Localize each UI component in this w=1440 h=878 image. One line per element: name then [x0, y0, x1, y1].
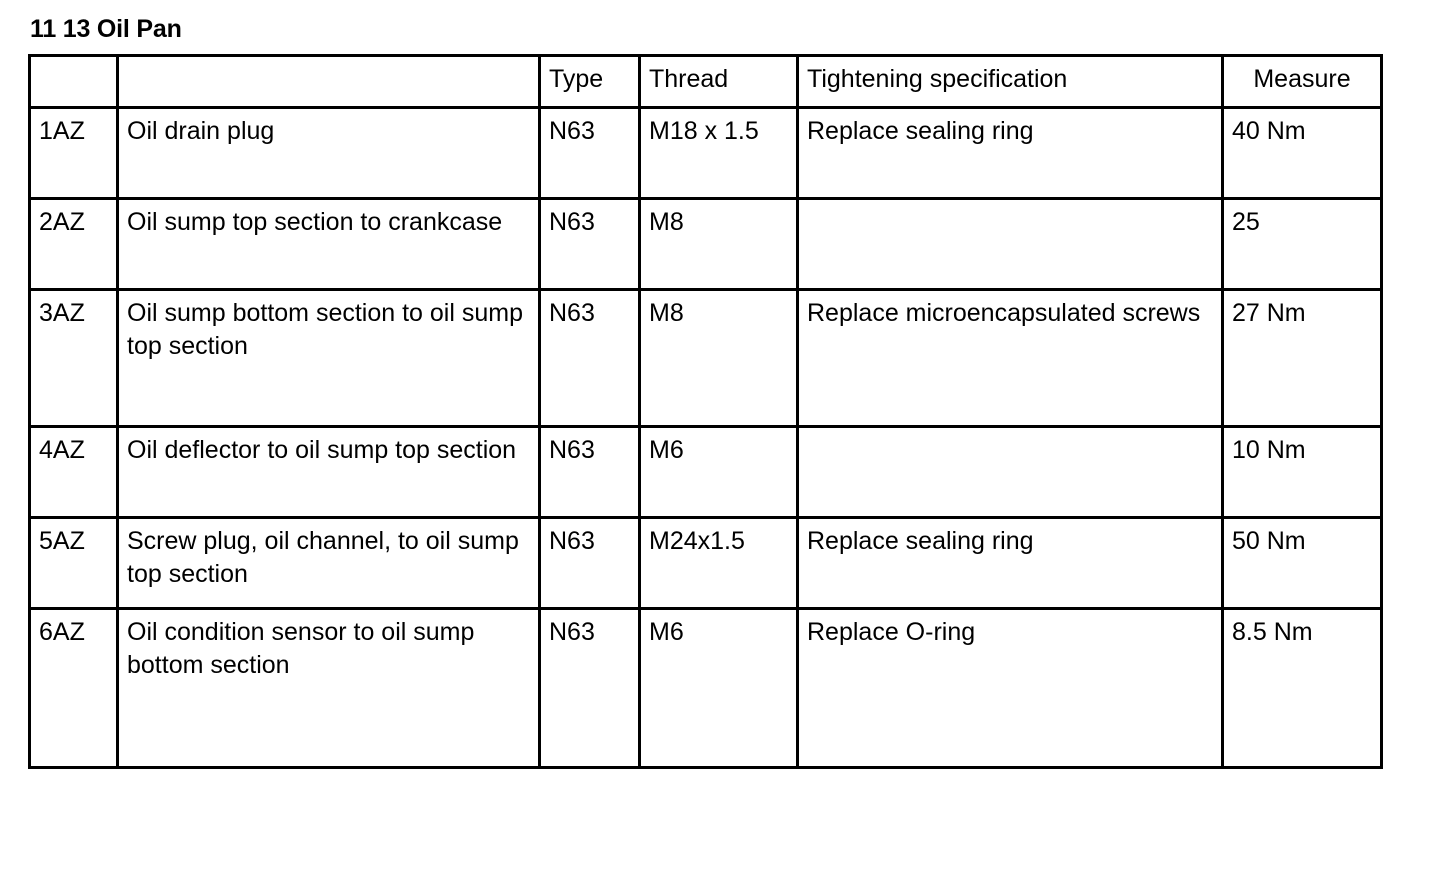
- cell-specification: [798, 199, 1223, 290]
- cell-type: N63: [540, 427, 640, 518]
- table-body: [30, 108, 1382, 768]
- column-header-thread: Thread: [640, 56, 798, 108]
- cell-thread: M18 x 1.5: [640, 108, 798, 199]
- table-row: [30, 290, 1382, 427]
- cell-specification: Replace microencapsulated screws: [798, 290, 1223, 427]
- cell-type: N63: [540, 609, 640, 768]
- column-header-id: [30, 56, 118, 108]
- column-header-specification: Tightening specification: [798, 56, 1223, 108]
- cell-measure: 8.5 Nm: [1223, 609, 1382, 768]
- cell-description: Oil deflector to oil sump top section: [118, 427, 540, 518]
- cell-thread: M8: [640, 290, 798, 427]
- cell-thread: M8: [640, 199, 798, 290]
- cell-description: Oil condition sensor to oil sump bottom section: [118, 609, 540, 768]
- cell-type: N63: [540, 108, 640, 199]
- cell-description: Oil sump top section to crankcase: [118, 199, 540, 290]
- cell-measure: 40 Nm: [1223, 108, 1382, 199]
- tightening-specifications-table: [28, 54, 1383, 769]
- cell-measure: 27 Nm: [1223, 290, 1382, 427]
- table-row: [30, 427, 1382, 518]
- cell-measure: 10 Nm: [1223, 427, 1382, 518]
- cell-description: Oil sump bottom section to oil sump top section: [118, 290, 540, 427]
- table-header-row: [30, 56, 1382, 108]
- cell-measure: 25: [1223, 199, 1382, 290]
- cell-specification: Replace sealing ring: [798, 518, 1223, 609]
- cell-specification: Replace O-ring: [798, 609, 1223, 768]
- page-title: 11 13 Oil Pan: [30, 15, 182, 43]
- table-header: [30, 56, 1382, 108]
- cell-type: N63: [540, 199, 640, 290]
- table-row: [30, 609, 1382, 768]
- table-row: [30, 199, 1382, 290]
- cell-type: N63: [540, 290, 640, 427]
- cell-description: Screw plug, oil channel, to oil sump top section: [118, 518, 540, 609]
- cell-measure: 50 Nm: [1223, 518, 1382, 609]
- column-header-description: [118, 56, 540, 108]
- cell-specification: Replace sealing ring: [798, 108, 1223, 199]
- column-header-measure: Measure: [1223, 56, 1382, 108]
- cell-thread: M6: [640, 427, 798, 518]
- cell-specification: [798, 427, 1223, 518]
- table-row: [30, 518, 1382, 609]
- column-header-type: Type: [540, 56, 640, 108]
- cell-type: N63: [540, 518, 640, 609]
- cell-description: Oil drain plug: [118, 108, 540, 199]
- cell-id: 6AZ: [30, 609, 118, 768]
- cell-id: 2AZ: [30, 199, 118, 290]
- cell-id: 3AZ: [30, 290, 118, 427]
- cell-thread: M24x1.5: [640, 518, 798, 609]
- table-row: [30, 108, 1382, 199]
- cell-id: 1AZ: [30, 108, 118, 199]
- cell-id: 4AZ: [30, 427, 118, 518]
- cell-id: 5AZ: [30, 518, 118, 609]
- cell-thread: M6: [640, 609, 798, 768]
